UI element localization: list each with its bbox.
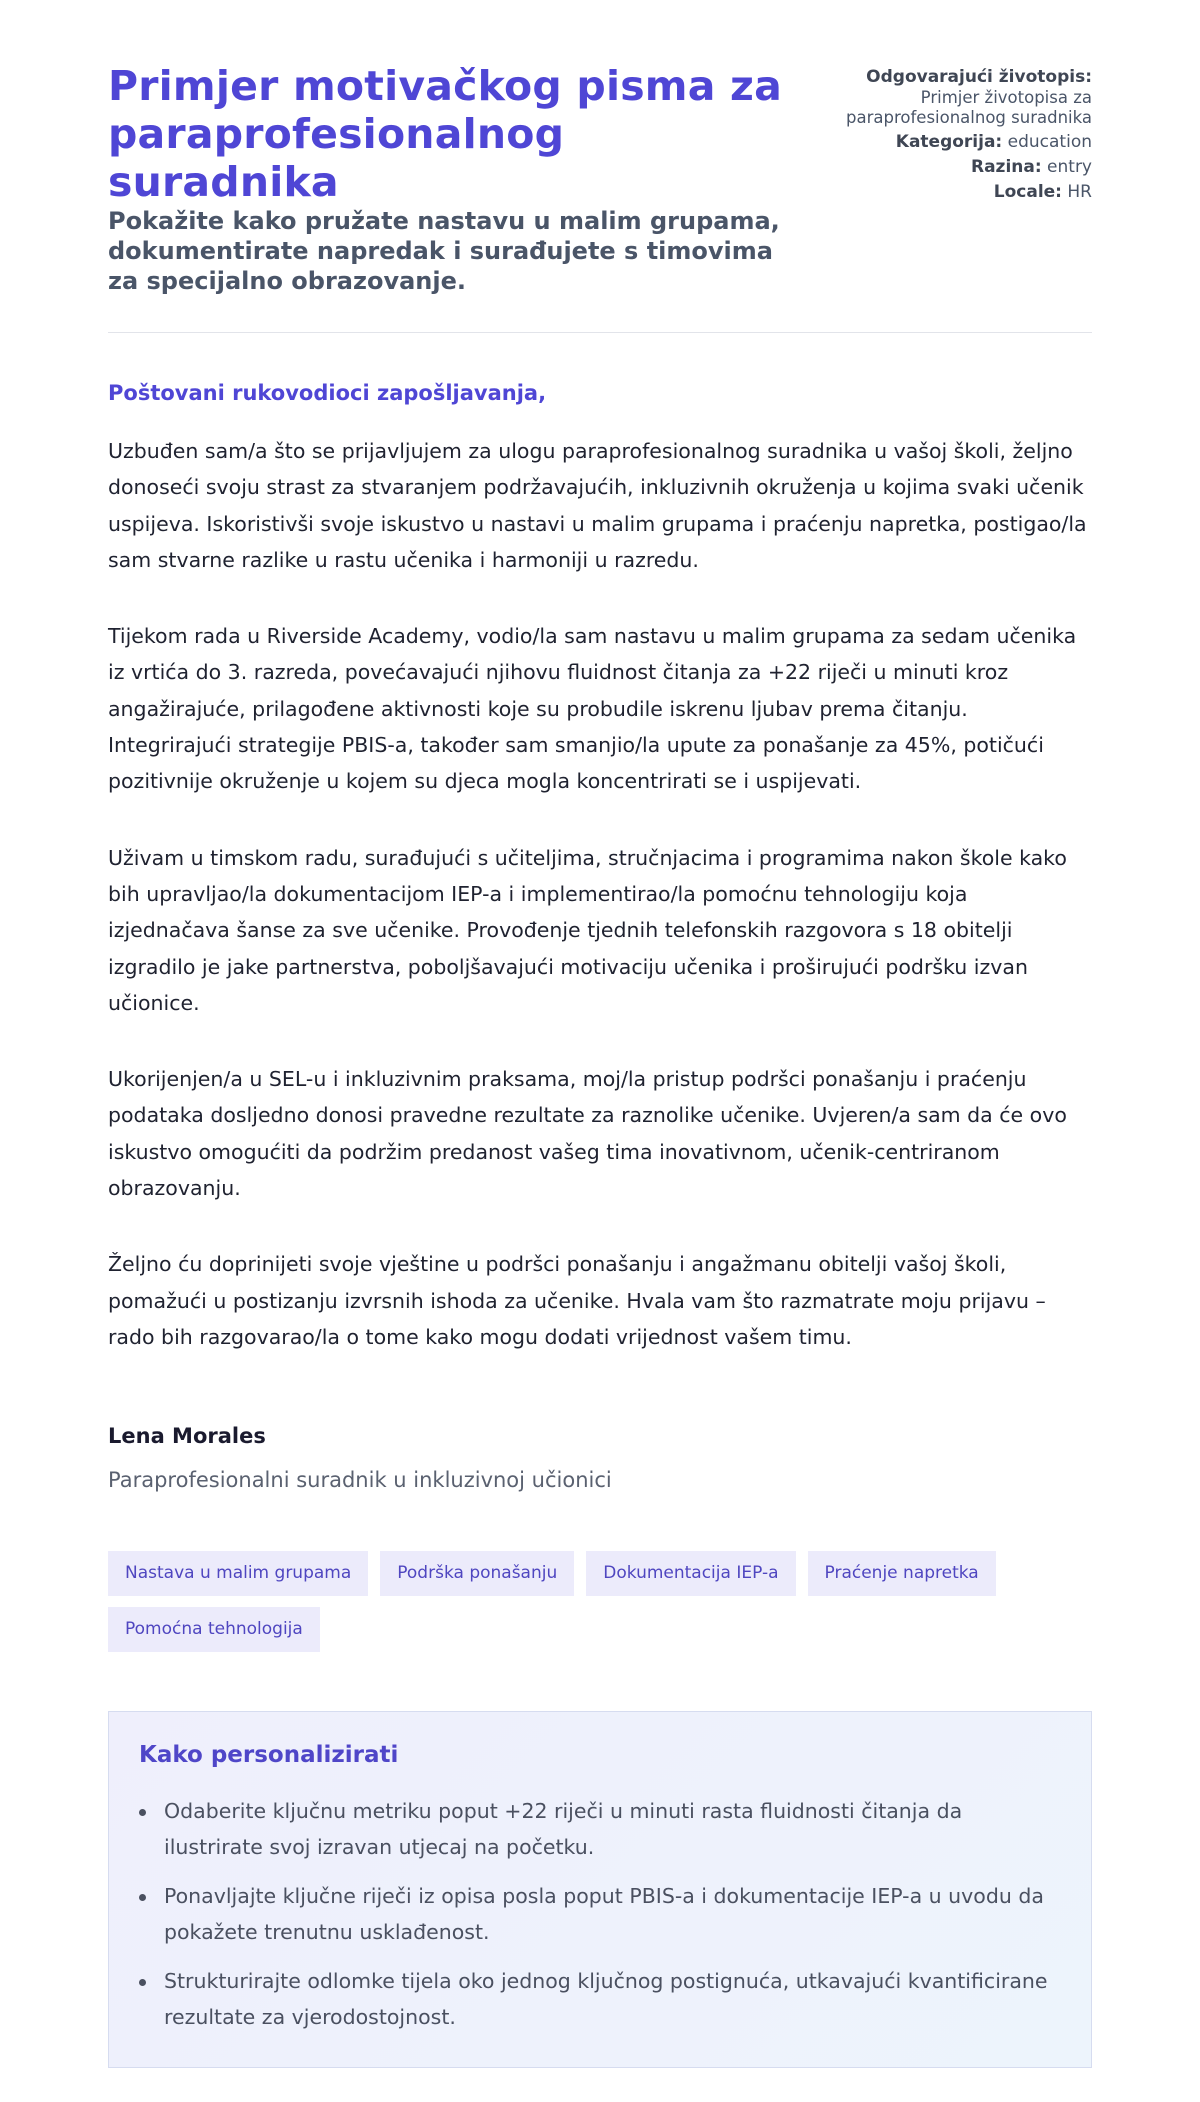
skill-tags xyxy=(108,1551,1068,1652)
header-titles xyxy=(108,62,797,296)
tip-item xyxy=(139,1879,1061,1950)
meta-locale-label: Locale: xyxy=(993,182,1062,202)
meta-level xyxy=(797,157,1092,178)
page-title: Primjer motivačkog pisma za paraprofesionalnog suradnika xyxy=(108,62,782,206)
skill-tag: Dokumentacija IEP-a xyxy=(586,1551,795,1596)
signature-name: Lena Morales xyxy=(108,1424,266,1449)
meta-locale xyxy=(797,182,1092,203)
bullet-icon xyxy=(139,1894,146,1901)
page-subtitle: Pokažite kako pružate nastavu u malim grupama, dokumentirate napredak i surađujete s timovima za specijalno obrazovanje. xyxy=(108,207,780,295)
letter-paragraph: Uzbuđen sam/a što se prijavljujem za ulogu paraprofesionalnog suradnika u vašoj školi, željno donoseći svoju strast za stvaranjem podržavajućih, inkluzivnih okruženja u kojima svaki učenik uspijeva. Iskoristivši svoje iskustvo u nastavi u malim grupama i praćenju napretka, postigao/la sam stvarne razlike u rastu učenika i harmoniji u razredu. xyxy=(108,439,1087,572)
meta-resume-value[interactable]: Primjer životopisa za paraprofesionalnog suradnika xyxy=(846,88,1092,127)
personalization-tips-panel xyxy=(108,1711,1092,2068)
letter-paragraph: Tijekom rada u Riverside Academy, vodio/la sam nastavu u malim grupama za sedam učenika iz vrtića do 3. razreda, povećavajući njihovu fluidnost čitanja za +22 riječi u minuti kroz angažirajuće, prilagođene aktivnosti koje su probudile iskrenu ljubav prema čitanju. Integrirajući strategije PBIS-a, također sam smanjio/la upute za ponašanje za 45%, potičući pozitivnije okruženje u kojem su djeca mogla koncentrirati se i uspijevati. xyxy=(108,624,1077,794)
letter-body xyxy=(108,433,1092,1355)
letter-paragraph: Ukorijenjen/a u SEL-u i inkluzivnim praksama, moj/la pristup podršci ponašanju i praćenju podataka dosljedno donosi pravedne rezultate za raznolike učenike. Uvjeren/a sam da će ovo iskustvo omogućiti da podržim predanost vašeg tima inovativnom, učenik-centriranom obrazovanju. xyxy=(108,1067,1067,1201)
meta-level-label: Razina: xyxy=(970,157,1042,177)
letter-paragraph: Uživam u timskom radu, surađujući s učiteljima, stručnjacima i programima nakon škole kako bih upravljao/la dokumentacijom IEP-a i implementirao/la pomoćnu tehnologiju koja izjednačava šanse za sve učenike. Provođenje tjednih telefonskih razgovora s 18 obitelji izgradilo je jake partnerstva, poboljšavajući motivaciju učenika i proširujući podršku izvan učionice. xyxy=(108,845,1067,1015)
skill-tag: Pomoćna tehnologija xyxy=(108,1607,320,1652)
skill-tag: Podrška ponašanju xyxy=(380,1551,574,1596)
tips-list xyxy=(139,1794,1061,2035)
meta-category-value: education xyxy=(1007,132,1092,152)
meta-category xyxy=(797,132,1092,153)
tip-text: Strukturirajte odlomke tijela oko jednog ključnog postignuća, utkavajući kvantificirane rezultate za vjerodostojnost. xyxy=(164,1969,1048,2029)
tip-item xyxy=(139,1964,1061,2035)
tip-text: Ponavljajte ključne riječi iz opisa posla poput PBIS-a i dokumentacije IEP-a u uvodu da pokažete trenutnu usklađenost. xyxy=(164,1884,1044,1944)
meta-panel xyxy=(797,62,1092,207)
bullet-icon xyxy=(139,1979,146,1986)
meta-resume xyxy=(797,67,1092,128)
meta-locale-value: HR xyxy=(1067,182,1092,202)
meta-resume-label: Odgovarajući životopis: xyxy=(866,67,1092,87)
signature-block xyxy=(108,1424,1092,1492)
letter-greeting: Poštovani rukovodioci zapošljavanja, xyxy=(108,381,547,405)
header-divider xyxy=(108,332,1092,333)
tip-text: Odaberite ključnu metriku poput +22 riječi u minuti rasta fluidnosti čitanja da ilustrirate svoj izravan utjecaj na početku. xyxy=(164,1799,963,1859)
signature-role: Paraprofesionalni suradnik u inkluzivnoj učionici xyxy=(108,1468,612,1493)
bullet-icon xyxy=(139,1809,146,1816)
skill-tag: Praćenje napretka xyxy=(808,1551,996,1596)
letter-paragraph: Željno ću doprinijeti svoje vještine u podršci ponašanju i angažmanu obitelji vašoj školi, pomažući u postizanju izvrsnih ishoda za učenike. Hvala vam što razmatrate moju prijavu – rado bih razgovarao/la o tome kako mogu dodati vrijednost vašem timu. xyxy=(108,1252,1046,1349)
tip-item xyxy=(139,1794,1061,1865)
meta-category-label: Kategorija: xyxy=(895,132,1003,152)
tips-title: Kako personalizirati xyxy=(139,1742,399,1769)
meta-level-value: entry xyxy=(1047,157,1092,177)
page-header xyxy=(108,62,1092,296)
skill-tag: Nastava u malim grupama xyxy=(108,1551,368,1596)
